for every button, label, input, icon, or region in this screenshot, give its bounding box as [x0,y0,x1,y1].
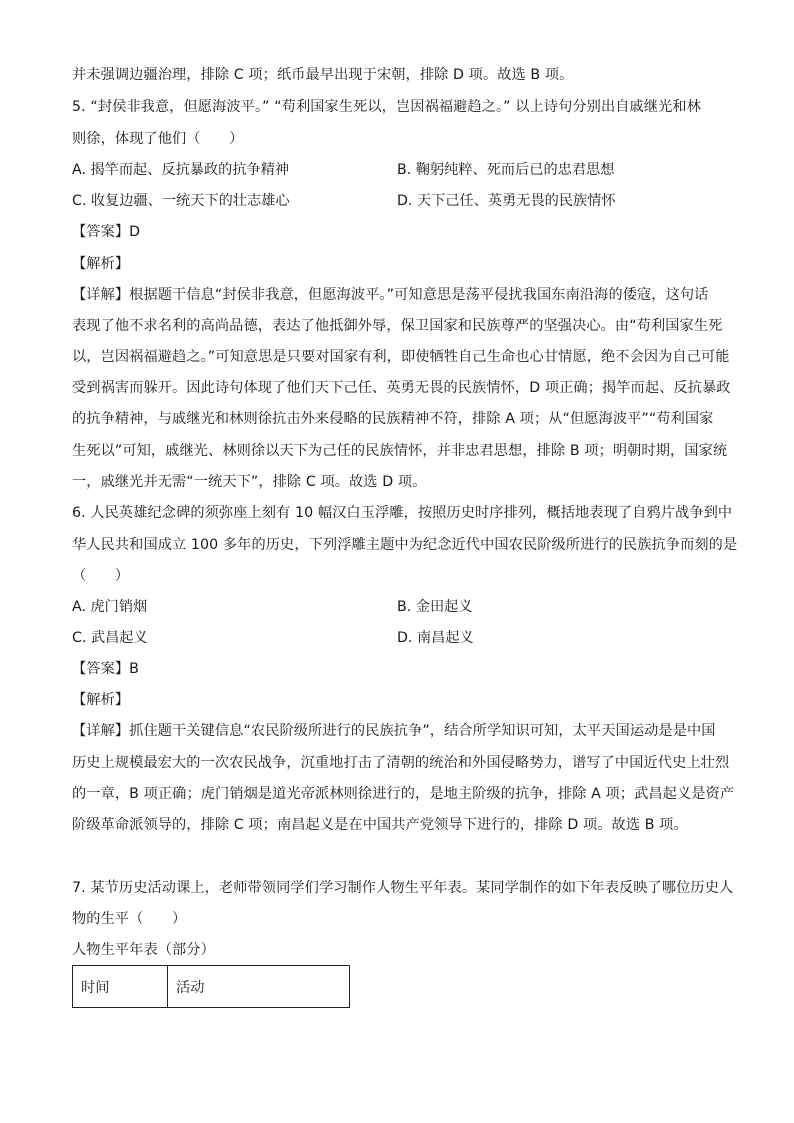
question-5-stem-cont: 则徐，体现了他们（ ） [72,131,244,147]
q6-answer: 【答案】B [72,661,139,677]
q5-detail-line: 以，岂因祸福避趋之。”可知意思是只要对国家有利，即使牺牲自己生命也心甘情愿，绝不会因为自己可能 [72,349,730,365]
q5-option-a: A. 揭竿而起、反抗暴政的抗争精神 [72,162,290,178]
question-7-stem-cont: 物的生平（ ） [72,911,187,927]
question-6-stem: 6. 人民英雄纪念碑的须弥座上刻有 10 幅汉白玉浮雕，按照历史时序排列，概括地表现了自鸦片战争到中 [72,505,733,521]
table-header-activity: 活动 [168,966,350,1008]
q6-analysis-label: 【解析】 [72,692,130,708]
q6-detail-line: 历史上规模最宏大的一次农民战争，沉重地打击了清朝的统治和外国侵略势力，谱写了中国近代史上壮烈 [72,755,730,771]
q6-option-b: B. 金田起义 [397,599,473,615]
life-timeline-table [72,965,350,1008]
table-caption: 人物生平年表（部分） [72,942,215,958]
q5-detail-line: 的抗争精神，与戚继光和林则徐抗击外来侵略的民族精神不符，排除 A 项；从“但愿海波平”“苟利国家 [72,411,714,427]
question-6-stem-cont: 华人民共和国成立 100 多年的历史，下列浮雕主题中为纪念近代中国农民阶级所进行的民族抗争而刻的是 [72,537,738,553]
q5-option-b: B. 鞠躬纯粹、死而后已的忠君思想 [397,162,615,178]
q6-detail-line: 的一章，B 项正确；虎门销烟是道光帝派林则徐进行的，是地主阶级的抗争，排除 A 项；武昌起义是资产 [72,786,735,802]
q5-detail-line: 表现了他不求名利的高尚品德，表达了他抵御外辱，保卫国家和民族尊严的坚强决心。由“苟利国家生死 [72,318,723,334]
q6-option-d: D. 南昌起义 [397,630,474,646]
table-header-row [73,966,350,1008]
q5-option-c: C. 收复边疆、一统天下的壮志雄心 [72,193,290,209]
q5-detail-line: 【详解】根据题干信息“封侯非我意，但愿海波平。”可知意思是荡平侵扰我国东南沿海的倭寇，这句话 [72,287,709,303]
q5-answer: 【答案】D [72,224,141,240]
table-header-time: 时间 [73,966,168,1008]
q5-detail-line: 受到祸害而躲开。因此诗句体现了他们天下己任、英勇无畏的民族情怀，D 项正确；揭竿而起、反抗暴政 [72,380,731,396]
q5-analysis-label: 【解析】 [72,256,130,272]
q6-detail-line: 【详解】抓住题干关键信息“农民阶级所进行的民族抗争”，结合所学知识可知，太平天国运动是是中国 [72,723,716,739]
question-5-stem: 5. “封侯非我意，但愿海波平。” “苟利国家生死以，岂因祸福避趋之。” 以上诗句分别出自戚继光和林 [72,99,701,115]
q5-detail-line: 生死以”可知，戚继光、林则徐以天下为己任的民族情怀，并非忠君思想，排除 B 项；明朝时期，国家统 [72,443,728,459]
q5-option-d: D. 天下己任、英勇无畏的民族情怀 [397,193,616,209]
q6-option-c: C. 武昌起义 [72,630,148,646]
text-line: 并未强调边疆治理，排除 C 项；纸币最早出现于宋朝，排除 D 项。故选 B 项。 [72,67,574,83]
question-7-stem: 7. 某节历史活动课上，老师带领同学们学习制作人物生平年表。某同学制作的如下年表反映了哪位历史人 [72,880,734,896]
q5-detail-line: 一，戚继光并无需“一统天下”，排除 C 项。故选 D 项。 [72,474,427,490]
q6-option-a: A. 虎门销烟 [72,599,148,615]
q6-detail-line: 阶级革命派领导的，排除 C 项；南昌起义是在中国共产党领导下进行的，排除 D 项。故选 B 项。 [72,817,688,833]
question-6-paren: （ ） [72,568,130,584]
